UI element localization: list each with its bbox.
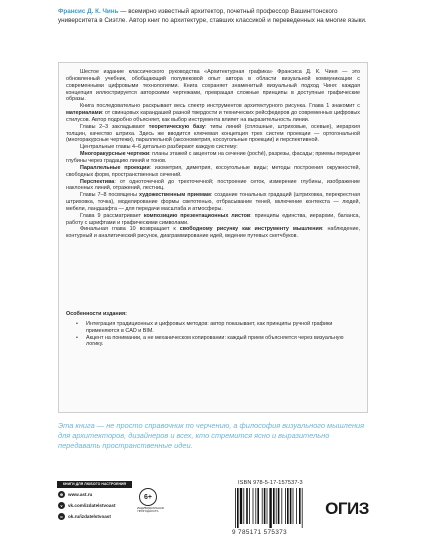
tagline-quote: Эта книга — не просто справочник по черчению, а философия визуального мышления для архитекторов, дизайнеров и всех, кто стремится ясно и выразительно передавать пространственные идеи. (58, 421, 365, 451)
description-paragraph (66, 151, 360, 165)
barcode-bar (287, 488, 289, 524)
ok-link[interactable] (58, 513, 111, 520)
features-section (66, 311, 360, 348)
description-paragraph (66, 69, 360, 103)
author-name: Франсис Д. К. Чинь (58, 8, 119, 15)
paragraph-text: Главы 2–3 закладывают (80, 123, 149, 130)
feature-item: • Интеграция традиционных и цифровых методов: автор показывает, как принципы ручной графики применяются в CAD и BIM. (80, 321, 360, 335)
description-paragraph (66, 213, 360, 227)
barcode-bar (285, 488, 286, 524)
highlight-term: Параллельные проекции (80, 164, 150, 171)
website-text: www.ast.ru (68, 492, 93, 497)
publisher-logo (322, 489, 372, 525)
barcode-bar (246, 488, 248, 524)
barcode-bar (257, 488, 259, 524)
description-paragraph (66, 226, 360, 240)
barcode-bar (255, 488, 256, 524)
description-paragraph (66, 103, 360, 124)
highlight-term: Многоракурсные чертежи (80, 151, 150, 158)
paragraph-text: Главы 7–8 посвящены (80, 192, 140, 199)
globe-icon: ⊕ (59, 492, 64, 497)
promo-banner: КНИГИ ДЛЯ ЛЮБОГО НАСТРОЕНИЯ ЗДЕСЬ: (57, 481, 132, 488)
barcode (234, 488, 316, 528)
barcode-bar (240, 488, 242, 524)
barcode-bar (281, 488, 282, 524)
age-rating-label: ИНДИВИДУАЛЬНАЯ ПРИГОДНОСТЬ (137, 506, 164, 514)
barcode-bar (278, 488, 280, 524)
description-paragraph (66, 124, 360, 145)
barcode-bar (296, 488, 297, 524)
barcode-bar (302, 488, 303, 528)
paragraph-text: Книга последовательно раскрывает весь спектр инструментов архитектурного рисунка. Глава 1 знакомит с (80, 103, 360, 110)
paragraph-text: : создание тональных градаций (штриховка, перекрестная штриховка, точка), моделирование формы светотенью, отбрасывание теней, включение контекста — людей, мебели, ландшафта — для передачи масштаба и атмосферы. (66, 192, 361, 212)
paragraph-text: : от одноточечной до трехточечной; построение сеток, измерение глубины, изображение наклонных линий, отражений, лестниц. (66, 178, 360, 192)
description-paragraph (66, 179, 360, 193)
isbn-text: ISBN 978-5-17-157537-3 (238, 480, 303, 486)
barcode-bar (267, 488, 268, 524)
vk-link[interactable] (58, 502, 116, 509)
paragraph-text: Шестое издание классического руководства «Архитектурная графика» Франсиса Д. К. Чиня — это обновленный учебник, обобщающий полувековой опыт автора в области визуальной коммуникации с современными цифровыми технологиями. Книга сохраняет знаменитый визуальный подход Чиня: каждая концепция иллюстрируется авторскими чертежами, превращая сложные принципы в доступные графические образы. (66, 69, 360, 103)
barcode-bar (243, 488, 244, 524)
features-list (66, 321, 360, 348)
highlight-term: Перспектива (80, 178, 115, 185)
barcode-bar (249, 488, 250, 524)
vk-icon: v (58, 502, 65, 509)
barcode-bar (237, 488, 239, 528)
paragraph-text: : наблюдение, контурный и аналитический рисунок, диаграммирование идей, ведение путевых скетчбуков. (66, 226, 360, 240)
paragraph-text: : планы этажей с акцентом на сечение (poché), разрезы, фасады; приемы передачи глубины через градацию линий и тонов. (66, 151, 360, 164)
paragraph-text: Центральные главы 4–6 детально разбирают каждую систему: (80, 144, 238, 151)
highlight-term: свободному рисунку как инструменту мышления (179, 226, 322, 233)
barcode-bar (235, 488, 236, 528)
website-link[interactable] (58, 491, 92, 498)
paragraph-text: : от свинцовых карандашей разной твердости и технических рейсфедеров до современных цифровых стилусов. Автор подробно объясняет, как выбор инструмента влияет на выразительность линии. (66, 110, 360, 123)
barcode-bar (269, 488, 271, 528)
ok-text: ok.ru/izdatelstvoast (68, 514, 111, 519)
barcode-bar (276, 488, 277, 524)
barcode-bar (273, 488, 275, 524)
highlight-term: композицию презентационных листов (143, 212, 251, 219)
author-bio: — всемирно известный архитектор, почетный профессор Вашингтонского университета в Сиэтле. Автор книг по архитектуре, ставших классикой и переведенных на многие языки. (58, 8, 367, 24)
description-paragraph (66, 165, 360, 179)
highlight-term: материалами (66, 110, 102, 117)
book-description (66, 69, 360, 240)
paragraph-text: Глава 9 рассматривает (80, 212, 144, 219)
barcode-bar (264, 488, 266, 524)
ok-icon: o (58, 513, 65, 520)
author-paragraph (58, 8, 370, 25)
barcode-bar (253, 488, 254, 524)
paragraph-text: : типы линий (сплошные, штриховые, осевые), иерархия толщин, качество штриха. Здесь же вводится ключевая концепция трех систем проекции — ортогональной (многоракурсные чертежи), параллельной (аксонометрия, косоугольные проекции) и перспективной. (66, 123, 360, 144)
paragraph-text: : изометрия, диметрия, косоугольные виды; методы построения окружностей, свободных форм, пространственных сечений. (66, 164, 361, 178)
barcode-digits: 9 785171 575373 (232, 529, 288, 536)
age-rating-badge: 6+ (139, 488, 157, 506)
barcode-bar (293, 488, 294, 524)
highlight-term: теоретическую базу (148, 123, 205, 130)
age-rating-logo (137, 488, 164, 514)
features-title: Особенности издания: (66, 311, 127, 317)
barcode-bar (290, 488, 292, 524)
barcode-bar (299, 488, 301, 524)
highlight-term: художественным приемам (139, 192, 211, 199)
description-paragraph (66, 192, 360, 213)
feature-item: • Акцент на понимании, а не механическом копировании: каждый прием объясняется через визуальную логику. (80, 335, 360, 349)
barcode-bar (262, 488, 263, 524)
paragraph-text: Финальная глава 10 возвращает к (80, 226, 180, 233)
publisher-name: ОГИЗ (325, 499, 369, 518)
vk-text: vk.com/izdatelstvoast (68, 503, 116, 508)
paragraph-text: : принципы единства, иерархии, баланса, работу с шрифтами и графическими символами. (66, 212, 360, 226)
